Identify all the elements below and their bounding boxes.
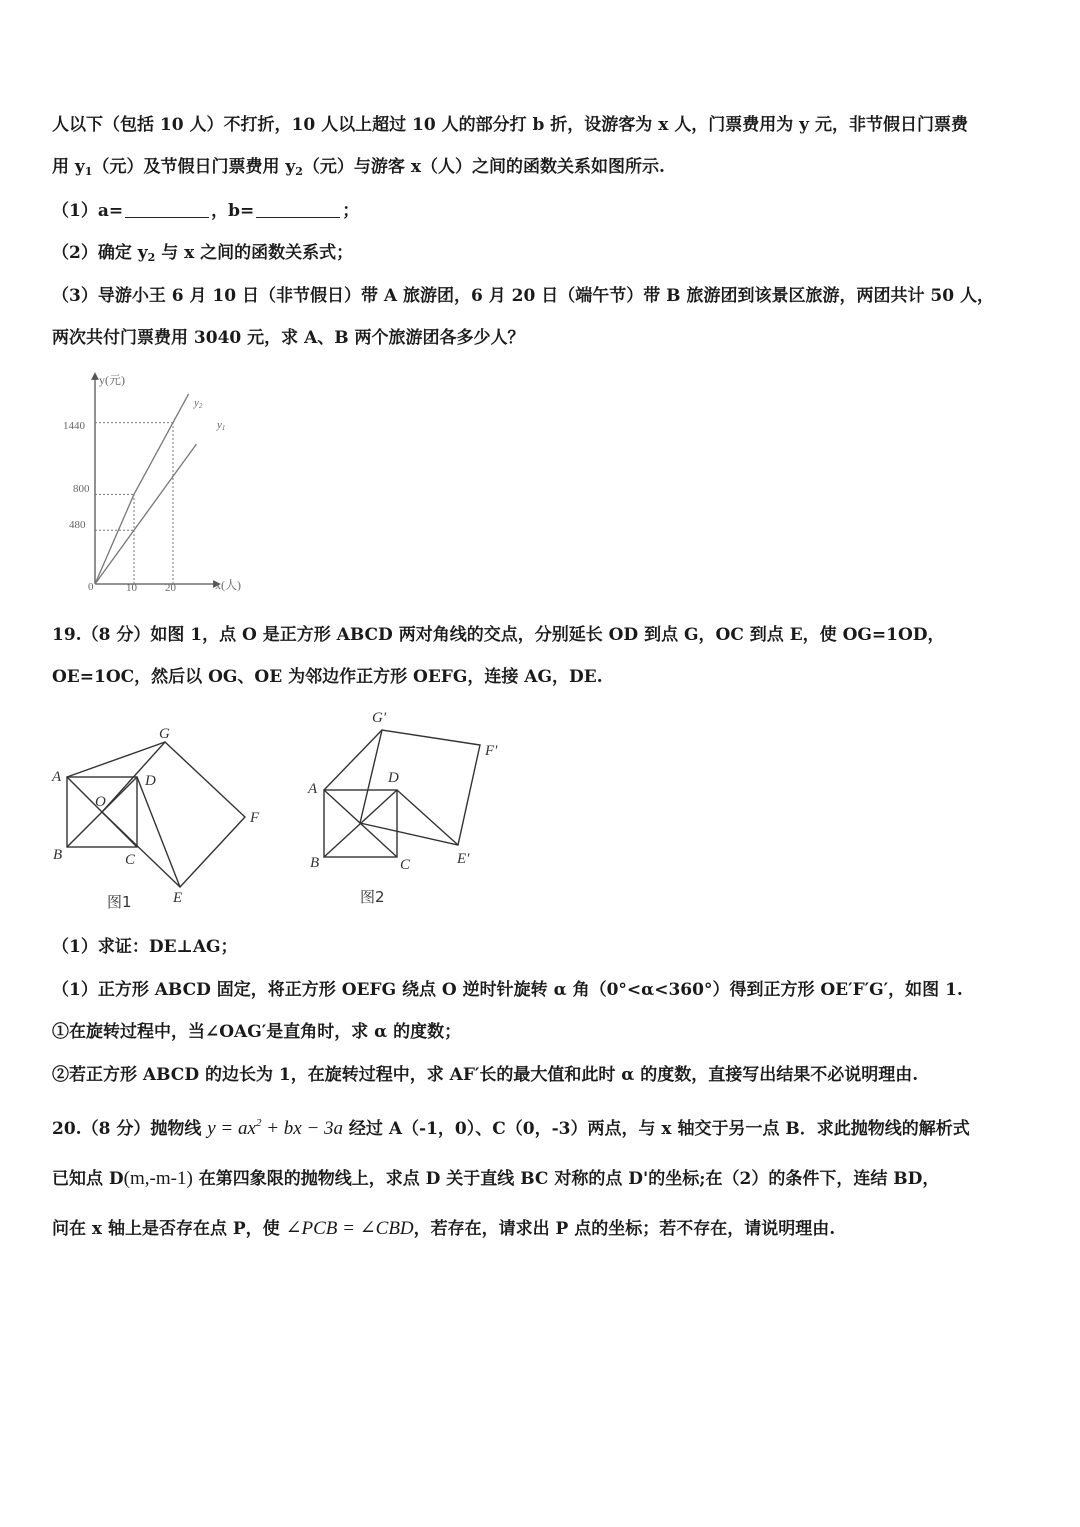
q20-line3 <box>52 1216 1042 1242</box>
q18-sub2: 2 <box>295 165 303 178</box>
q18-line2-post: （元）与游客 x（人）之间的函数关系如图所示. <box>302 157 665 177</box>
answer-blank-a[interactable] <box>125 199 209 218</box>
q18-part2-pre: （2）确定 y <box>52 243 148 263</box>
fig1-seg-ag <box>67 742 165 777</box>
q19-part1: （1）求证：DE⊥AG； <box>52 937 238 957</box>
fig2-label-e: E′ <box>457 851 470 867</box>
q20-line3-post: ，若存在，请求出 P 点的坐标；若不存在，请说明理由. <box>413 1219 836 1239</box>
q18-sub1: 1 <box>84 165 93 178</box>
formula-part-a: y = ax <box>207 1118 256 1139</box>
x-tick-20: 20 <box>165 582 176 594</box>
fig1-label-b: B <box>53 847 63 863</box>
figure-1 <box>45 722 285 917</box>
q18-part1-b: ，b= <box>211 201 255 221</box>
q20-line2 <box>52 1166 1042 1192</box>
formula-sup: 2 <box>255 1117 262 1129</box>
q18-part2-post: 与 x 之间的函数关系式； <box>155 243 354 263</box>
q20-line1 <box>52 1110 1042 1142</box>
y2-label: y2 <box>194 397 203 410</box>
fig1-label-o: O <box>95 794 106 810</box>
q18-line2 <box>52 154 1042 185</box>
q18-part2-sub: 2 <box>147 251 156 264</box>
fig1-label-c: C <box>125 852 136 868</box>
fig2-label-b: B <box>310 855 320 871</box>
figure-2 <box>300 700 520 915</box>
y-axis-label: y(元) <box>99 373 125 387</box>
q20-line1-post: 经过 A（-1，0）、C（0，-3）两点，与 x 轴交于另一点 B．求此抛物线的解析式 <box>343 1119 970 1139</box>
x-tick-10: 10 <box>126 582 137 594</box>
y-tick-800: 800 <box>73 483 90 495</box>
q18-line2-mid: （元）及节假日门票费用 y <box>92 157 296 177</box>
fig2-seg-de <box>397 790 458 845</box>
fig2-label-a: A <box>308 781 318 797</box>
fig2-label-f: F′ <box>485 743 498 759</box>
series-y2 <box>95 394 189 584</box>
q18-line2-pre: 用 y <box>52 157 85 177</box>
fig2-square-oefg <box>360 730 480 845</box>
x-axis-label: x(人) <box>215 578 241 592</box>
q19-line2: OE=1OC，然后以 OG、OE 为邻边作正方形 OEFG，连接 AG，DE. <box>52 667 603 687</box>
fig1-label-e: E <box>173 890 183 906</box>
q18-part1-end: ； <box>342 201 360 221</box>
fig2-label-c: C <box>400 857 411 873</box>
fig1-square-oefg <box>102 742 245 887</box>
q20-formula-parabola <box>207 1118 343 1139</box>
q20-line2-post: 在第四象限的抛物线上，求点 D 关于直线 BC 对称的点 D'的坐标;在（2）的条件下，连结 BD， <box>192 1169 940 1189</box>
q20-line3-pre: 问在 x 轴上是否存在点 P，使 <box>52 1219 286 1239</box>
q19-line1: 19.（8 分）如图 1，点 O 是正方形 ABCD 两对角线的交点，分别延长 OD 到点 G，OC 到点 E，使 OG=1OD， <box>52 625 945 645</box>
fig1-label-d: D <box>145 773 156 789</box>
q19-part2-1: ①在旋转过程中，当∠OAG′是直角时，求 α 的度数； <box>52 1022 462 1042</box>
q18-part1 <box>52 198 1042 224</box>
fig1-caption: 图1 <box>107 893 132 911</box>
fig2-label-g: G′ <box>372 710 387 726</box>
answer-blank-b[interactable] <box>256 199 340 218</box>
fig2-seg-ag <box>324 730 382 790</box>
series-y1 <box>95 444 196 584</box>
origin-label: 0 <box>88 581 94 593</box>
fig2-caption: 图2 <box>360 888 385 906</box>
q18-part1-a: （1）a= <box>52 201 124 221</box>
q19-part2: （1）正方形 ABCD 固定，将正方形 OEFG 绕点 O 逆时针旋转 α 角（0°<α<360°）得到正方形 OE′F′G′，如图 1. <box>52 980 963 1000</box>
q18-part3-line2: 两次共付门票费用 3040 元，求 A、B 两个旅游团各多少人？ <box>52 328 525 348</box>
y-tick-480: 480 <box>69 519 86 531</box>
q20-line1-pre: 20.（8 分）抛物线 <box>52 1119 208 1139</box>
fig1-label-a: A <box>52 769 62 785</box>
y1-label: y1 <box>217 419 226 432</box>
q20-angle-formula: ∠PCB = ∠CBD <box>285 1218 414 1239</box>
fig1-label-g: G <box>159 726 170 742</box>
function-chart <box>55 368 265 600</box>
fig1-seg-de <box>137 777 180 887</box>
q19-part2-2: ②若正方形 ABCD 的边长为 1，在旋转过程中，求 AF′长的最大值和此时 α 的度数，直接写出结果不必说明理由. <box>52 1065 919 1085</box>
y-tick-1440: 1440 <box>63 420 85 432</box>
q18-line1: 人以下（包括 10 人）不打折，10 人以上超过 10 人的部分打 b 折，设游客为 x 人，门票费用为 y 元，非节假日门票费 <box>52 115 968 135</box>
q20-point-d: (m,-m-1) <box>123 1168 193 1189</box>
q18-part3-line1: （3）导游小王 6 月 10 日（非节假日）带 A 旅游团，6 月 20 日（端午节）带 B 旅游团到该景区旅游，两团共计 50 人， <box>52 286 994 306</box>
q18-part2 <box>52 240 1042 271</box>
formula-part-b: + bx − 3a <box>261 1118 344 1139</box>
q20-line2-pre: 已知点 D <box>52 1169 124 1189</box>
fig1-label-f: F <box>250 810 260 826</box>
fig2-label-d: D <box>388 770 399 786</box>
